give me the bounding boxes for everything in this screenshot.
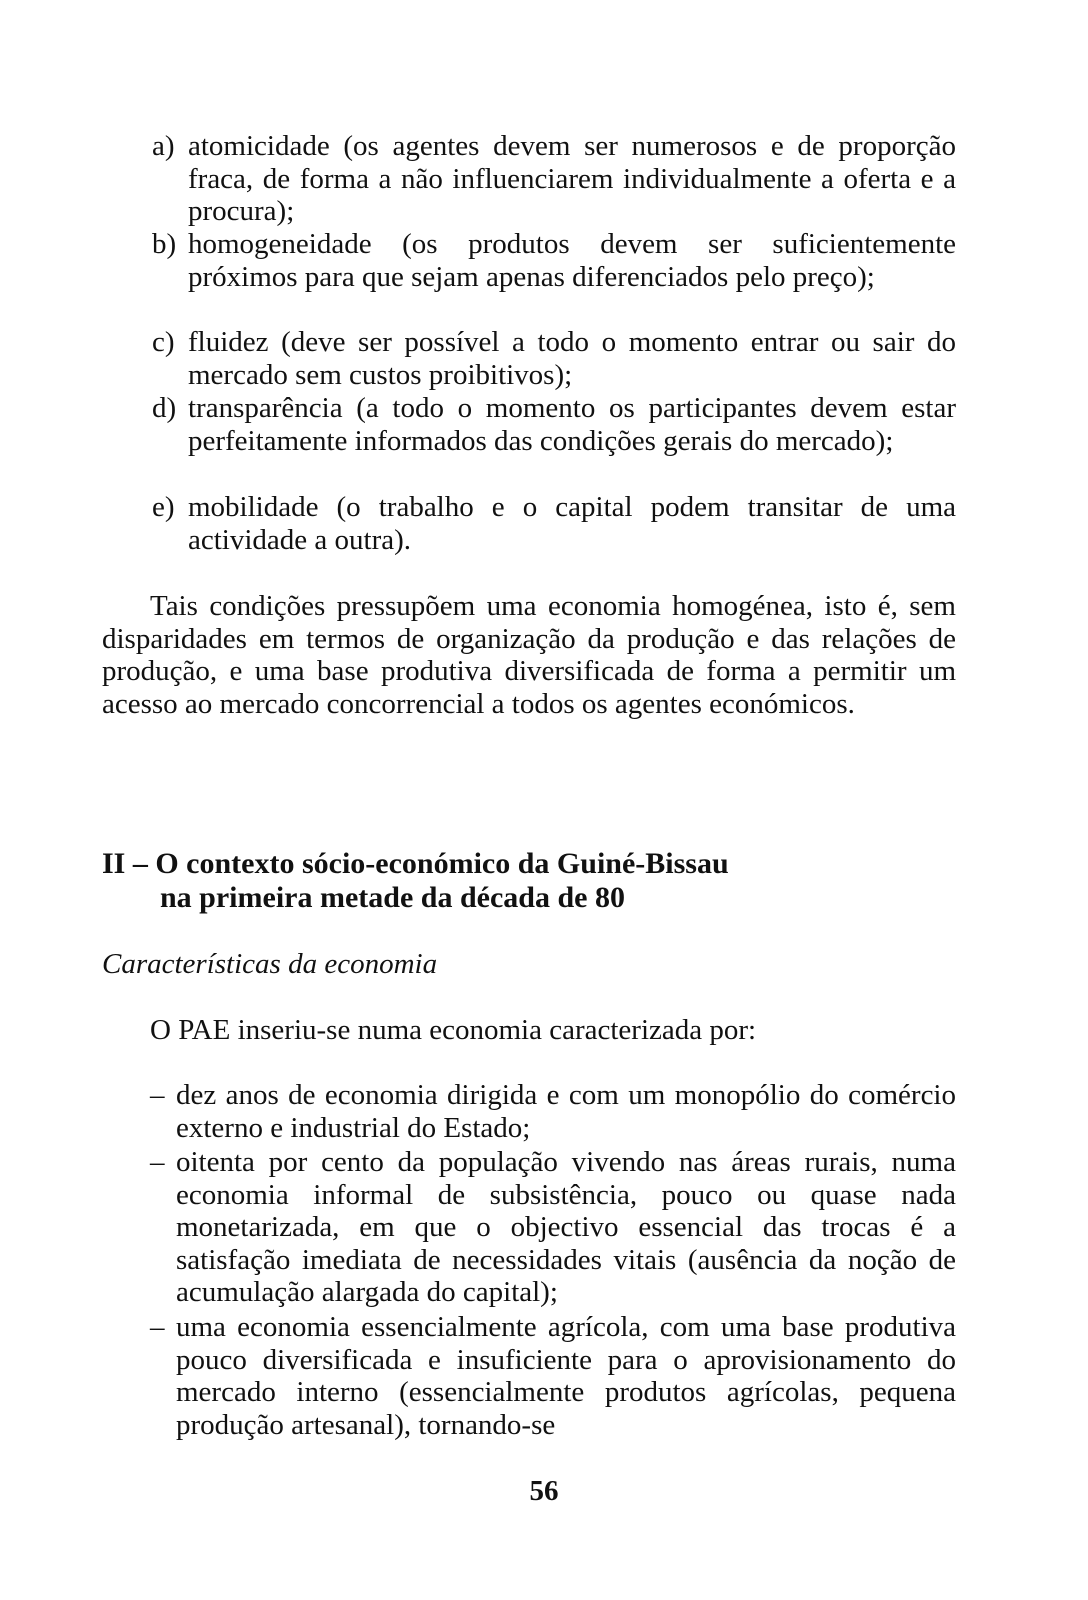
list-item-text: dez anos de economia dirigida e com um monopólio do comércio externo e industrial do Estado; (176, 1079, 956, 1144)
list-marker: b) (152, 228, 177, 260)
intro-lead: O PAE (150, 1014, 231, 1046)
list-marker: d) (152, 392, 177, 424)
list-item-text: atomicidade (os agentes devem ser numerosos e de proporção fraca, de forma a não influenciarem individualmente a oferta e a procura); (188, 130, 956, 228)
intro-sentence (150, 1013, 756, 1047)
list-item-text: oitenta por cento da população vivendo nas áreas rurais, numa economia informal de subsistência, pouco ou quase nada monetarizada, em que o objectivo essencial das trocas é a satisfação imediata de necessidades vitais (ausência da noção de acumulação alargada do capital); (176, 1146, 956, 1309)
list-item (150, 1146, 956, 1309)
list-item-text: mobilidade (o trabalho e o capital podem transitar de uma actividade a outra). (188, 491, 956, 556)
section-heading-line-2: na primeira metade da década de 80 (160, 881, 625, 914)
section-heading (102, 847, 729, 915)
list-marker: – (150, 1079, 165, 1111)
intro-rest: inseriu-se numa economia caracterizada por: (230, 1014, 757, 1046)
list-item (150, 1311, 956, 1441)
list-item (152, 491, 956, 556)
section-heading-line-1: II – O contexto sócio-económico da Guiné-Bissau (102, 847, 729, 880)
list-item (150, 1079, 956, 1144)
body-paragraph: Tais condições pressupõem uma economia homogénea, isto é, sem disparidades em termos de organização da produção e das relações de produção, e uma base produtiva diversificada de forma a permitir um acesso ao mercado concorrencial a todos os agentes económicos. (102, 590, 956, 720)
list-item-text: fluidez (deve ser possível a todo o momento entrar ou sair do mercado sem custos proibitivos); (188, 326, 956, 391)
list-item (152, 326, 956, 391)
list-item (152, 130, 956, 228)
list-marker: – (150, 1146, 165, 1178)
page-number: 56 (529, 1475, 559, 1507)
list-marker: c) (152, 326, 175, 358)
subsection-heading: Características da economia (102, 948, 438, 980)
list-item-text: uma economia essencialmente agrícola, com uma base produtiva pouco diversificada e insuficiente para o aprovisionamento do mercado interno (essencialmente produtos agrícolas, pequena produção artesanal), tornando-se (176, 1311, 956, 1441)
list-item (152, 392, 956, 457)
list-marker: a) (152, 130, 175, 162)
list-marker: – (150, 1311, 165, 1343)
list-marker: e) (152, 491, 175, 523)
list-item-text: transparência (a todo o momento os participantes devem estar perfeitamente informados das condições gerais do mercado); (188, 392, 956, 457)
list-item (152, 228, 956, 293)
list-item-text: homogeneidade (os produtos devem ser suficientemente próximos para que sejam apenas diferenciados pelo preço); (188, 228, 956, 293)
